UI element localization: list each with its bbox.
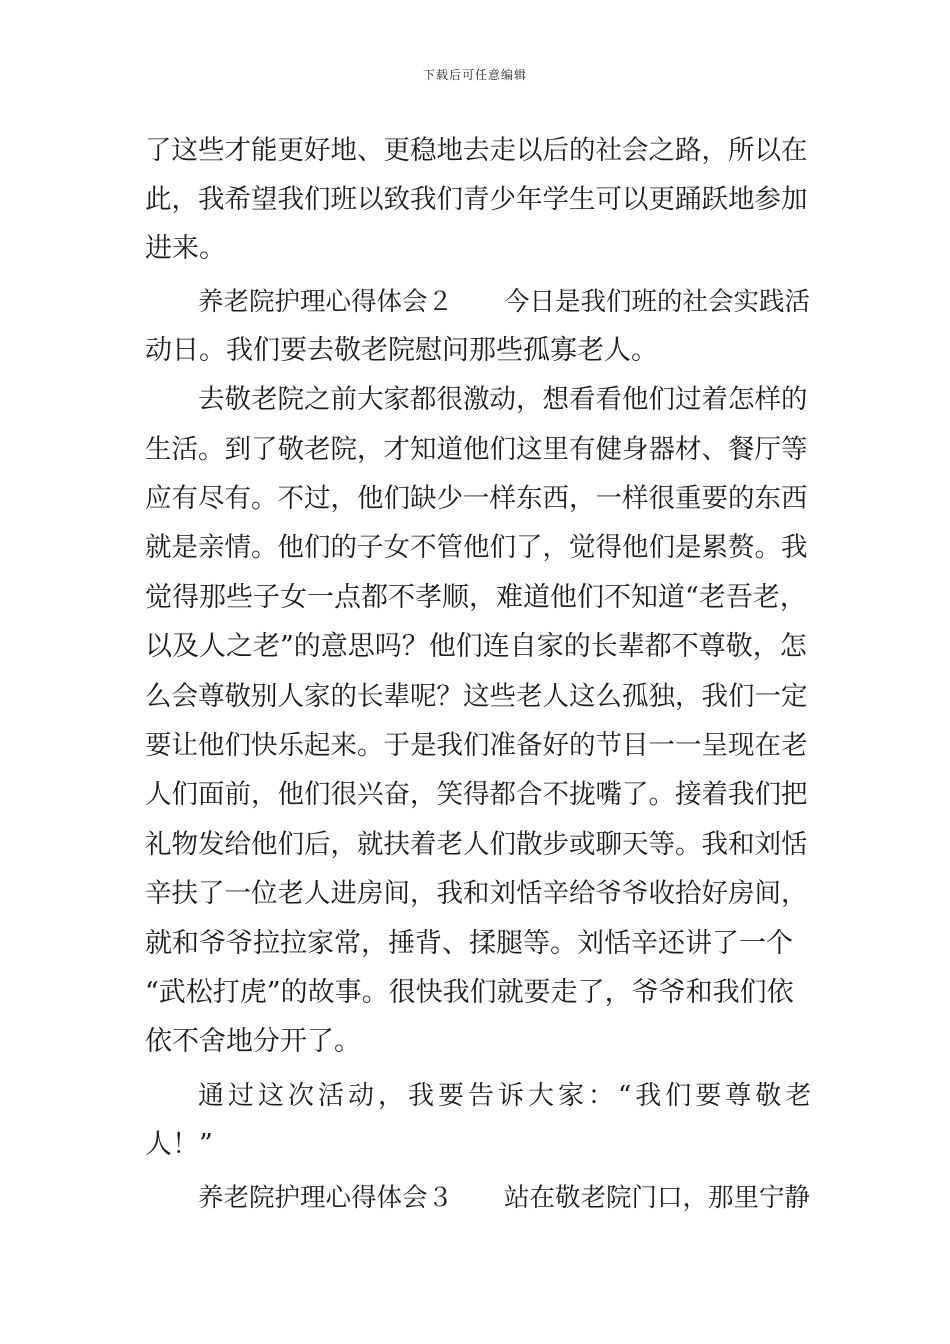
body-line: 依不舍地分开了。 bbox=[145, 1026, 361, 1057]
body-line: 就是亲情。他们的子女不管他们了，觉得他们是累赘。我 bbox=[145, 532, 808, 563]
paragraph-start-line: 通过这次活动，我要告诉大家：“我们要尊敬老 bbox=[198, 1081, 815, 1111]
body-line: 动日。我们要去敬老院慰问那些孤寡老人。 bbox=[145, 335, 658, 366]
paragraph-start-line: 去敬老院之前大家都很激动，想看看他们过着怎样的 bbox=[198, 384, 808, 415]
body-line: 人们面前，他们很兴奋，笑得都合不拢嘴了。接着我们把 bbox=[145, 779, 808, 810]
body-line: 生活。到了敬老院，才知道他们这里有健身器材、餐厅等 bbox=[145, 434, 808, 465]
page-header-note: 下载后可任意编辑 bbox=[422, 68, 527, 82]
body-line: 觉得那些子女一点都不孝顺，难道他们不知道“老吾老， bbox=[145, 582, 807, 613]
body-line: 人！” bbox=[145, 1129, 213, 1160]
body-line: 礼物发给他们后，就扶着老人们散步或聊天等。我和刘恬 bbox=[145, 829, 808, 860]
section-heading-line: 养老院护理心得体会３ 站在敬老院门口，那里宁静 bbox=[198, 1183, 811, 1213]
body-line: 进来。 bbox=[145, 233, 226, 264]
body-line: 此，我希望我们班以致我们青少年学生可以更踊跃地参加 bbox=[145, 184, 808, 215]
body-line: “武松打虎”的故事。很快我们就要走了，爷爷和我们依 bbox=[145, 977, 794, 1008]
body-line: 么会尊敬别人家的长辈呢？这些老人这么孤独，我们一定 bbox=[145, 681, 808, 712]
body-line: 以及人之老”的意思吗？他们连自家的长辈都不尊敬，怎 bbox=[145, 631, 807, 662]
body-line: 要让他们快乐起来。于是我们准备好的节目一一呈现在老 bbox=[145, 730, 808, 761]
body-line: 应有尽有。不过，他们缺少一样东西，一样很重要的东西 bbox=[145, 483, 808, 514]
body-line: 就和爷爷拉拉家常，捶背、揉腿等。刘恬辛还讲了一个 bbox=[145, 928, 793, 959]
body-line: 辛扶了一位老人进房间，我和刘恬辛给爷爷收拾好房间， bbox=[145, 878, 808, 909]
body-line: 了这些才能更好地、更稳地去走以后的社会之路，所以在 bbox=[145, 135, 808, 166]
section-heading-line: 养老院护理心得体会２ 今日是我们班的社会实践活 bbox=[198, 287, 811, 317]
